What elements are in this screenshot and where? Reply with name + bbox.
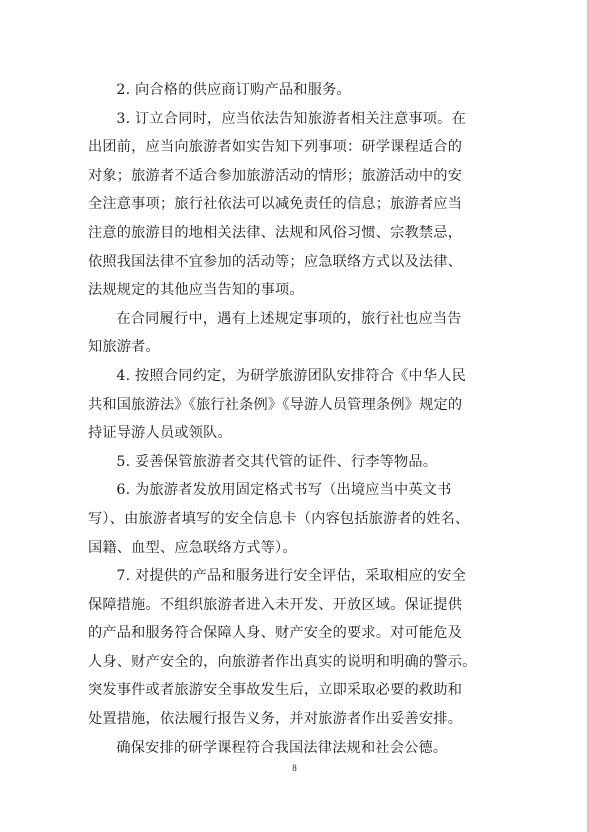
paragraph <box>88 105 496 305</box>
text-line: 出团前，应当向旅游者如实告知下列事项：研学课程适合的 <box>88 139 463 156</box>
paragraph <box>88 76 496 105</box>
text-line: 5. 妥善保管旅游者交其代管的证件、行李等物品。 <box>116 453 438 470</box>
text-line: 处置措施，依法履行报告义务，并对旅游者作出妥善安排。 <box>88 711 463 728</box>
text-line: 4. 按照合同约定，为研学旅游团队安排符合《中华人民 <box>116 367 466 384</box>
text-line: 6. 为旅游者发放用固定格式书写（出境应当中英文书 <box>116 482 452 499</box>
text-line: 法规规定的其他应当告知的事项。 <box>88 282 304 299</box>
text-line: 2. 向合格的供应商订购产品和服务。 <box>116 82 351 98</box>
text-line: 写）、由旅游者填写的安全信息卡（内容包括旅游者的姓名、 <box>88 510 470 527</box>
paragraph <box>88 734 496 763</box>
text-line: 7. 对提供的产品和服务进行安全评估，采取相应的安全 <box>116 568 466 585</box>
paragraph <box>88 476 496 562</box>
text-line: 保障措施。不组织旅游者进入未开发、开放区域。保证提供 <box>88 596 463 613</box>
paragraph <box>88 305 496 362</box>
text-line: 对象；旅游者不适合参加旅游活动的情形；旅游活动中的安 <box>88 167 463 184</box>
text-line: 依照我国法律不宜参加的活动等；应急联络方式以及法律、 <box>88 253 463 270</box>
text-line: 确保安排的研学课程符合我国法律法规和社会公德。 <box>116 739 448 756</box>
text-line: 突发事件或者旅游安全事故发生后，立即采取必要的救助和 <box>88 682 463 699</box>
text-line: 人身、财产安全的，向旅游者作出真实的说明和明确的警示。 <box>88 653 477 670</box>
text-line: 国籍、血型、应急联络方式等）。 <box>88 539 297 556</box>
text-line: 全注意事项；旅行社依法可以减免责任的信息；旅游者应当 <box>88 196 463 213</box>
text-line: 持证导游人员或领队。 <box>88 425 232 442</box>
paragraph <box>88 448 496 477</box>
document-body <box>88 76 496 762</box>
text-line: 在合同履行中，遇有上述规定事项的，旅行社也应当告 <box>116 310 462 327</box>
text-line: 注意的旅游目的地相关法律、法规和风俗习惯、宗教禁忌， <box>88 224 463 241</box>
paragraph <box>88 562 496 734</box>
paragraph <box>88 362 496 448</box>
text-line: 共和国旅游法》《旅行社条例》《导游人员管理条例》规定的 <box>88 396 463 413</box>
text-line: 的产品和服务符合保障人身、财产安全的要求。对可能危及 <box>88 625 463 642</box>
page-number: 8 <box>292 763 297 773</box>
text-line: 知旅游者。 <box>88 339 160 356</box>
text-line: 3. 订立合同时，应当依法告知旅游者相关注意事项。在 <box>116 110 466 127</box>
